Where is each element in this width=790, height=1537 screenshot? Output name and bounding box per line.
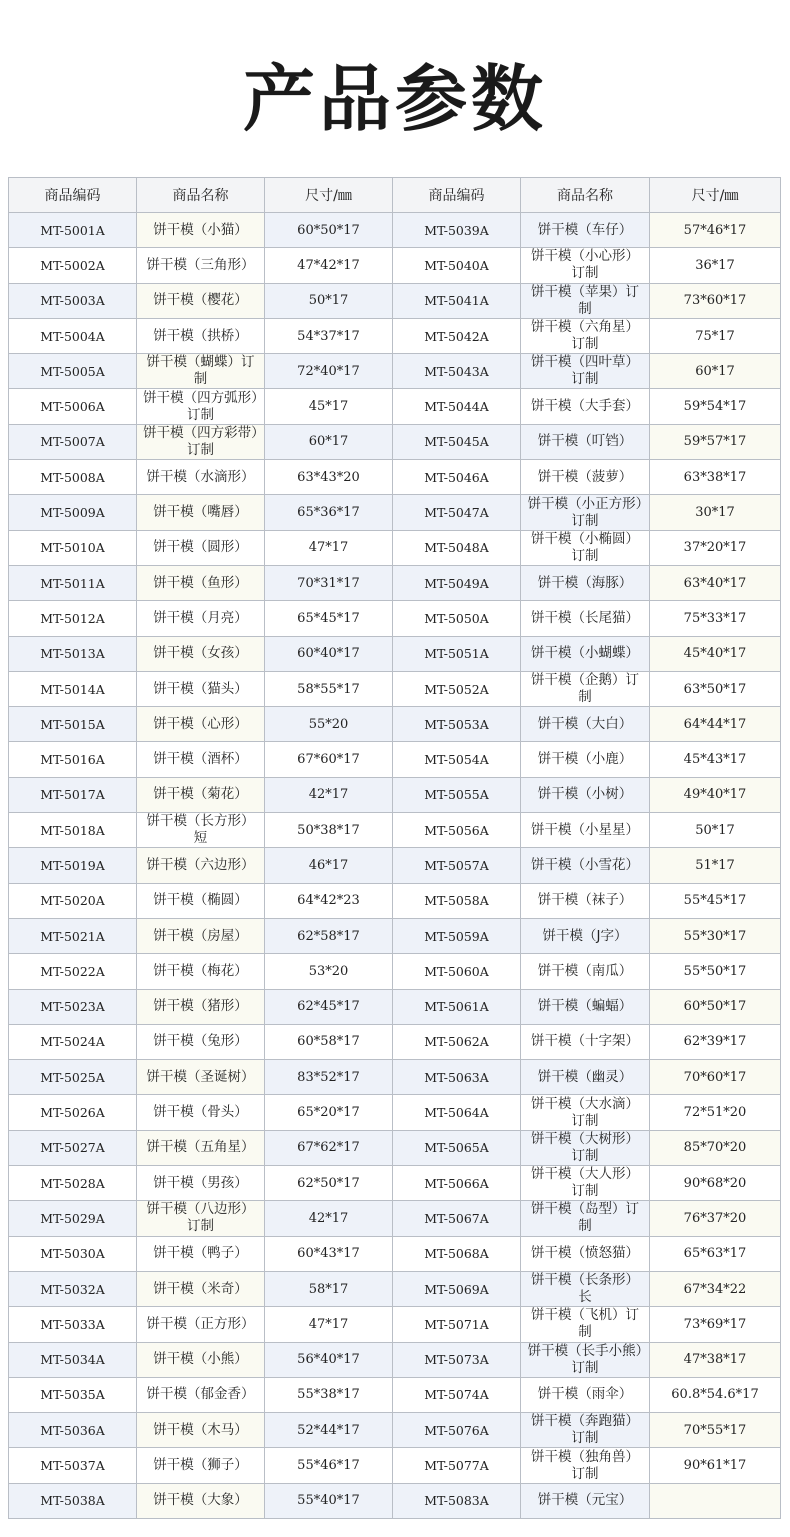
table-row (9, 460, 781, 495)
product-size-cell: 42*17 (265, 1201, 393, 1236)
product-code-cell: MT-5046A (393, 460, 521, 495)
product-name-cell: 饼干模（菊花） (137, 777, 265, 812)
product-code-cell: MT-5057A (393, 848, 521, 883)
product-name-cell: 饼干模（大树形）订制 (521, 1130, 650, 1165)
product-code-cell: MT-5021A (9, 918, 137, 953)
product-size-cell: 76*37*20 (650, 1201, 781, 1236)
product-size-cell: 51*17 (650, 848, 781, 883)
product-name-cell: 饼干模（四叶草）订制 (521, 354, 650, 389)
product-code-cell: MT-5045A (393, 424, 521, 459)
product-size-cell: 60*43*17 (265, 1236, 393, 1271)
product-name-cell: 饼干模（鱼形） (137, 565, 265, 600)
product-size-cell: 64*42*23 (265, 883, 393, 918)
product-name-cell: 饼干模（岛型）订制 (521, 1201, 650, 1236)
product-name-cell: 饼干模（圣诞树） (137, 1060, 265, 1095)
table-row (9, 707, 781, 742)
table-row (9, 213, 781, 248)
product-code-cell: MT-5017A (9, 777, 137, 812)
product-size-cell: 73*60*17 (650, 283, 781, 318)
product-size-cell: 62*50*17 (265, 1166, 393, 1201)
product-code-cell: MT-5066A (393, 1166, 521, 1201)
product-name-cell: 饼干模（兔形） (137, 1024, 265, 1059)
table-row (9, 1413, 781, 1448)
product-size-cell: 49*40*17 (650, 777, 781, 812)
product-size-cell: 36*17 (650, 248, 781, 283)
product-code-cell: MT-5062A (393, 1024, 521, 1059)
product-name-cell: 饼干模（小椭圆）订制 (521, 530, 650, 565)
product-name-cell: 饼干模（房屋） (137, 918, 265, 953)
product-size-cell: 53*20 (265, 954, 393, 989)
product-name-cell: 饼干模（企鹅）订制 (521, 671, 650, 706)
table-row (9, 565, 781, 600)
product-size-cell: 65*45*17 (265, 601, 393, 636)
product-name-cell: 饼干模（鸭子） (137, 1236, 265, 1271)
product-name-cell: 饼干模（心形） (137, 707, 265, 742)
product-size-cell: 57*46*17 (650, 213, 781, 248)
table-row (9, 918, 781, 953)
table-row (9, 989, 781, 1024)
product-name-cell: 饼干模（小树） (521, 777, 650, 812)
product-size-cell: 63*50*17 (650, 671, 781, 706)
product-name-cell: 饼干模（小熊） (137, 1342, 265, 1377)
product-name-cell: 饼干模（雨伞） (521, 1377, 650, 1412)
product-code-cell: MT-5018A (9, 813, 137, 848)
product-size-cell: 54*37*17 (265, 318, 393, 353)
product-code-cell: MT-5061A (393, 989, 521, 1024)
product-size-cell: 62*58*17 (265, 918, 393, 953)
product-code-cell: MT-5010A (9, 530, 137, 565)
product-size-cell: 59*57*17 (650, 424, 781, 459)
product-code-cell: MT-5054A (393, 742, 521, 777)
product-name-cell: 饼干模（叮铛） (521, 424, 650, 459)
table-row (9, 601, 781, 636)
product-name-cell: 饼干模（六角星）订制 (521, 318, 650, 353)
table-row (9, 1201, 781, 1236)
product-code-cell: MT-5064A (393, 1095, 521, 1130)
product-code-cell: MT-5050A (393, 601, 521, 636)
header-size-right: 尺寸/㎜ (650, 178, 781, 213)
product-size-cell: 50*17 (650, 813, 781, 848)
product-name-cell: 饼干模（拱桥） (137, 318, 265, 353)
product-code-cell: MT-5041A (393, 283, 521, 318)
product-size-cell: 90*68*20 (650, 1166, 781, 1201)
product-code-cell: MT-5025A (9, 1060, 137, 1095)
product-name-cell: 饼干模（猪形） (137, 989, 265, 1024)
table-row (9, 354, 781, 389)
product-size-cell: 75*17 (650, 318, 781, 353)
product-size-cell: 55*46*17 (265, 1448, 393, 1483)
product-code-cell: MT-5027A (9, 1130, 137, 1165)
product-size-cell: 55*38*17 (265, 1377, 393, 1412)
product-name-cell: 饼干模（圆形） (137, 530, 265, 565)
product-code-cell: MT-5067A (393, 1201, 521, 1236)
product-code-cell: MT-5029A (9, 1201, 137, 1236)
product-name-cell: 饼干模（车仔） (521, 213, 650, 248)
product-size-cell: 47*38*17 (650, 1342, 781, 1377)
product-name-cell: 饼干模（米奇） (137, 1271, 265, 1306)
product-code-cell: MT-5002A (9, 248, 137, 283)
product-name-cell: 饼干模（愤怒猫） (521, 1236, 650, 1271)
product-size-cell: 55*30*17 (650, 918, 781, 953)
product-name-cell: 饼干模（飞机）订制 (521, 1307, 650, 1342)
product-name-cell: 饼干模（猫头） (137, 671, 265, 706)
product-name-cell: 饼干模（小正方形）订制 (521, 495, 650, 530)
product-size-cell: 56*40*17 (265, 1342, 393, 1377)
product-size-cell: 70*55*17 (650, 1413, 781, 1448)
product-name-cell: 饼干模（酒杯） (137, 742, 265, 777)
product-code-cell: MT-5059A (393, 918, 521, 953)
table-row (9, 1024, 781, 1059)
table-row (9, 636, 781, 671)
product-size-cell: 63*38*17 (650, 460, 781, 495)
product-size-cell: 45*43*17 (650, 742, 781, 777)
table-row (9, 848, 781, 883)
product-code-cell: MT-5011A (9, 565, 137, 600)
product-code-cell: MT-5006A (9, 389, 137, 424)
table-body (9, 213, 781, 1519)
product-size-cell: 65*36*17 (265, 495, 393, 530)
product-code-cell: MT-5055A (393, 777, 521, 812)
product-name-cell: 饼干模（独角兽）订制 (521, 1448, 650, 1483)
product-size-cell: 63*40*17 (650, 565, 781, 600)
product-name-cell: 饼干模（正方形） (137, 1307, 265, 1342)
product-size-cell: 45*17 (265, 389, 393, 424)
product-name-cell: 饼干模（菠萝） (521, 460, 650, 495)
product-code-cell: MT-5069A (393, 1271, 521, 1306)
product-name-cell: 饼干模（女孩） (137, 636, 265, 671)
header-name-right: 商品名称 (521, 178, 650, 213)
product-name-cell: 饼干模（幽灵） (521, 1060, 650, 1095)
product-size-cell: 67*60*17 (265, 742, 393, 777)
product-size-cell: 52*44*17 (265, 1413, 393, 1448)
product-size-cell: 50*38*17 (265, 813, 393, 848)
product-code-cell: MT-5024A (9, 1024, 137, 1059)
product-size-cell: 63*43*20 (265, 460, 393, 495)
table-header-row (9, 178, 781, 213)
product-code-cell: MT-5076A (393, 1413, 521, 1448)
product-name-cell: 饼干模（蝴蝶）订制 (137, 354, 265, 389)
product-code-cell: MT-5060A (393, 954, 521, 989)
product-code-cell: MT-5065A (393, 1130, 521, 1165)
product-name-cell: 饼干模（十字架） (521, 1024, 650, 1059)
product-code-cell: MT-5032A (9, 1271, 137, 1306)
table-row (9, 777, 781, 812)
product-code-cell: MT-5047A (393, 495, 521, 530)
product-name-cell: 饼干模（四方弧形）订制 (137, 389, 265, 424)
product-name-cell: 饼干模（南瓜） (521, 954, 650, 989)
table-row (9, 954, 781, 989)
product-size-cell: 64*44*17 (650, 707, 781, 742)
product-code-cell: MT-5019A (9, 848, 137, 883)
product-code-cell: MT-5028A (9, 1166, 137, 1201)
product-name-cell: 饼干模（海豚） (521, 565, 650, 600)
product-code-cell: MT-5034A (9, 1342, 137, 1377)
table-row (9, 671, 781, 706)
table-row (9, 1448, 781, 1483)
product-size-cell: 46*17 (265, 848, 393, 883)
product-code-cell: MT-5038A (9, 1483, 137, 1518)
product-size-cell: 47*17 (265, 1307, 393, 1342)
product-name-cell: 饼干模（小蝴蝶） (521, 636, 650, 671)
product-name-cell: 饼干模（元宝） (521, 1483, 650, 1518)
product-name-cell: 饼干模（郁金香） (137, 1377, 265, 1412)
product-code-cell: MT-5039A (393, 213, 521, 248)
table-row (9, 1060, 781, 1095)
product-size-cell: 60*58*17 (265, 1024, 393, 1059)
product-name-cell: 饼干模（长手小熊）订制 (521, 1342, 650, 1377)
product-code-cell: MT-5056A (393, 813, 521, 848)
product-code-cell: MT-5015A (9, 707, 137, 742)
header-code-left: 商品编码 (9, 178, 137, 213)
product-code-cell: MT-5048A (393, 530, 521, 565)
product-size-cell: 45*40*17 (650, 636, 781, 671)
product-size-cell: 47*17 (265, 530, 393, 565)
product-code-cell: MT-5083A (393, 1483, 521, 1518)
product-name-cell: 饼干模（长方形）短 (137, 813, 265, 848)
product-size-cell: 60.8*54.6*17 (650, 1377, 781, 1412)
product-name-cell: 饼干模（梅花） (137, 954, 265, 989)
product-size-cell: 73*69*17 (650, 1307, 781, 1342)
product-name-cell: 饼干模（大人形）订制 (521, 1166, 650, 1201)
table-row (9, 742, 781, 777)
product-name-cell: 饼干模（长条形）长 (521, 1271, 650, 1306)
product-code-cell: MT-5014A (9, 671, 137, 706)
product-size-cell: 55*40*17 (265, 1483, 393, 1518)
product-size-cell: 83*52*17 (265, 1060, 393, 1095)
product-size-cell: 37*20*17 (650, 530, 781, 565)
product-size-cell: 62*39*17 (650, 1024, 781, 1059)
product-size-cell: 72*51*20 (650, 1095, 781, 1130)
table-row (9, 1271, 781, 1306)
product-code-cell: MT-5074A (393, 1377, 521, 1412)
product-code-cell: MT-5073A (393, 1342, 521, 1377)
product-name-cell: 饼干模（长尾猫） (521, 601, 650, 636)
product-name-cell: 饼干模（五角星） (137, 1130, 265, 1165)
product-code-cell: MT-5004A (9, 318, 137, 353)
product-code-cell: MT-5022A (9, 954, 137, 989)
product-size-cell: 70*31*17 (265, 565, 393, 600)
product-size-cell: 90*61*17 (650, 1448, 781, 1483)
product-size-cell: 65*63*17 (650, 1236, 781, 1271)
product-code-cell: MT-5013A (9, 636, 137, 671)
product-size-cell: 50*17 (265, 283, 393, 318)
product-code-cell: MT-5058A (393, 883, 521, 918)
product-size-cell (650, 1483, 781, 1518)
header-code-right: 商品编码 (393, 178, 521, 213)
table-row (9, 530, 781, 565)
table-row (9, 1095, 781, 1130)
header-size-left: 尺寸/㎜ (265, 178, 393, 213)
product-code-cell: MT-5071A (393, 1307, 521, 1342)
product-code-cell: MT-5033A (9, 1307, 137, 1342)
product-code-cell: MT-5077A (393, 1448, 521, 1483)
product-size-cell: 85*70*20 (650, 1130, 781, 1165)
table-row (9, 1307, 781, 1342)
table-row (9, 883, 781, 918)
product-code-cell: MT-5030A (9, 1236, 137, 1271)
product-code-cell: MT-5042A (393, 318, 521, 353)
product-name-cell: 饼干模（月亮） (137, 601, 265, 636)
product-size-cell: 60*17 (265, 424, 393, 459)
product-name-cell: 饼干模（小心形）订制 (521, 248, 650, 283)
product-name-cell: 饼干模（樱花） (137, 283, 265, 318)
product-name-cell: 饼干模（三角形） (137, 248, 265, 283)
table-row (9, 283, 781, 318)
product-name-cell: 饼干模（骨头） (137, 1095, 265, 1130)
product-code-cell: MT-5052A (393, 671, 521, 706)
table-row (9, 1483, 781, 1518)
product-size-cell: 60*40*17 (265, 636, 393, 671)
product-size-cell: 60*50*17 (650, 989, 781, 1024)
table-row (9, 1377, 781, 1412)
product-code-cell: MT-5049A (393, 565, 521, 600)
title-area (0, 0, 790, 176)
product-size-cell: 58*55*17 (265, 671, 393, 706)
product-code-cell: MT-5012A (9, 601, 137, 636)
product-name-cell: 饼干模（狮子） (137, 1448, 265, 1483)
product-size-cell: 72*40*17 (265, 354, 393, 389)
product-size-cell: 30*17 (650, 495, 781, 530)
product-name-cell: 饼干模（大白） (521, 707, 650, 742)
table-row (9, 318, 781, 353)
product-code-cell: MT-5023A (9, 989, 137, 1024)
product-size-cell: 70*60*17 (650, 1060, 781, 1095)
product-name-cell: 饼干模（大手套） (521, 389, 650, 424)
product-name-cell: 饼干模（苹果）订制 (521, 283, 650, 318)
product-name-cell: 饼干模（六边形） (137, 848, 265, 883)
product-size-cell: 58*17 (265, 1271, 393, 1306)
product-size-cell: 62*45*17 (265, 989, 393, 1024)
table-row (9, 813, 781, 848)
product-name-cell: 饼干模（水滴形） (137, 460, 265, 495)
table-row (9, 1236, 781, 1271)
product-code-cell: MT-5051A (393, 636, 521, 671)
product-name-cell: 饼干模（椭圆） (137, 883, 265, 918)
table-row (9, 1342, 781, 1377)
product-code-cell: MT-5035A (9, 1377, 137, 1412)
page-title: 产品参数 (242, 57, 547, 141)
product-code-cell: MT-5044A (393, 389, 521, 424)
product-size-cell: 59*54*17 (650, 389, 781, 424)
product-code-cell: MT-5043A (393, 354, 521, 389)
product-name-cell: 饼干模（八边形）订制 (137, 1201, 265, 1236)
product-size-cell: 42*17 (265, 777, 393, 812)
product-name-cell: 饼干模（J字） (521, 918, 650, 953)
product-name-cell: 饼干模（小鹿） (521, 742, 650, 777)
product-size-cell: 75*33*17 (650, 601, 781, 636)
product-code-cell: MT-5007A (9, 424, 137, 459)
product-code-cell: MT-5036A (9, 1413, 137, 1448)
product-size-cell: 47*42*17 (265, 248, 393, 283)
product-name-cell: 饼干模（木马） (137, 1413, 265, 1448)
product-code-cell: MT-5068A (393, 1236, 521, 1271)
product-code-cell: MT-5016A (9, 742, 137, 777)
product-code-cell: MT-5005A (9, 354, 137, 389)
product-name-cell: 饼干模（小雪花） (521, 848, 650, 883)
product-size-cell: 67*34*22 (650, 1271, 781, 1306)
product-name-cell: 饼干模（蝙蝠） (521, 989, 650, 1024)
product-code-cell: MT-5001A (9, 213, 137, 248)
product-code-cell: MT-5008A (9, 460, 137, 495)
table-row (9, 424, 781, 459)
header-name-left: 商品名称 (137, 178, 265, 213)
product-code-cell: MT-5009A (9, 495, 137, 530)
product-size-cell: 55*20 (265, 707, 393, 742)
product-code-cell: MT-5063A (393, 1060, 521, 1095)
product-code-cell: MT-5003A (9, 283, 137, 318)
product-name-cell: 饼干模（大象） (137, 1483, 265, 1518)
product-name-cell: 饼干模（四方彩带）订制 (137, 424, 265, 459)
product-code-cell: MT-5026A (9, 1095, 137, 1130)
product-name-cell: 饼干模（大水滴）订制 (521, 1095, 650, 1130)
product-size-cell: 60*17 (650, 354, 781, 389)
product-name-cell: 饼干模（袜子） (521, 883, 650, 918)
table-row (9, 1130, 781, 1165)
table-row (9, 495, 781, 530)
product-name-cell: 饼干模（奔跑猫）订制 (521, 1413, 650, 1448)
product-name-cell: 饼干模（小星星） (521, 813, 650, 848)
product-parameter-table (8, 177, 781, 1519)
product-size-cell: 60*50*17 (265, 213, 393, 248)
table-row (9, 248, 781, 283)
product-code-cell: MT-5037A (9, 1448, 137, 1483)
product-size-cell: 65*20*17 (265, 1095, 393, 1130)
product-name-cell: 饼干模（嘴唇） (137, 495, 265, 530)
table-row (9, 389, 781, 424)
product-name-cell: 饼干模（男孩） (137, 1166, 265, 1201)
product-code-cell: MT-5020A (9, 883, 137, 918)
product-size-cell: 55*50*17 (650, 954, 781, 989)
product-name-cell: 饼干模（小猫） (137, 213, 265, 248)
product-code-cell: MT-5053A (393, 707, 521, 742)
product-size-cell: 67*62*17 (265, 1130, 393, 1165)
product-code-cell: MT-5040A (393, 248, 521, 283)
table-row (9, 1166, 781, 1201)
product-size-cell: 55*45*17 (650, 883, 781, 918)
